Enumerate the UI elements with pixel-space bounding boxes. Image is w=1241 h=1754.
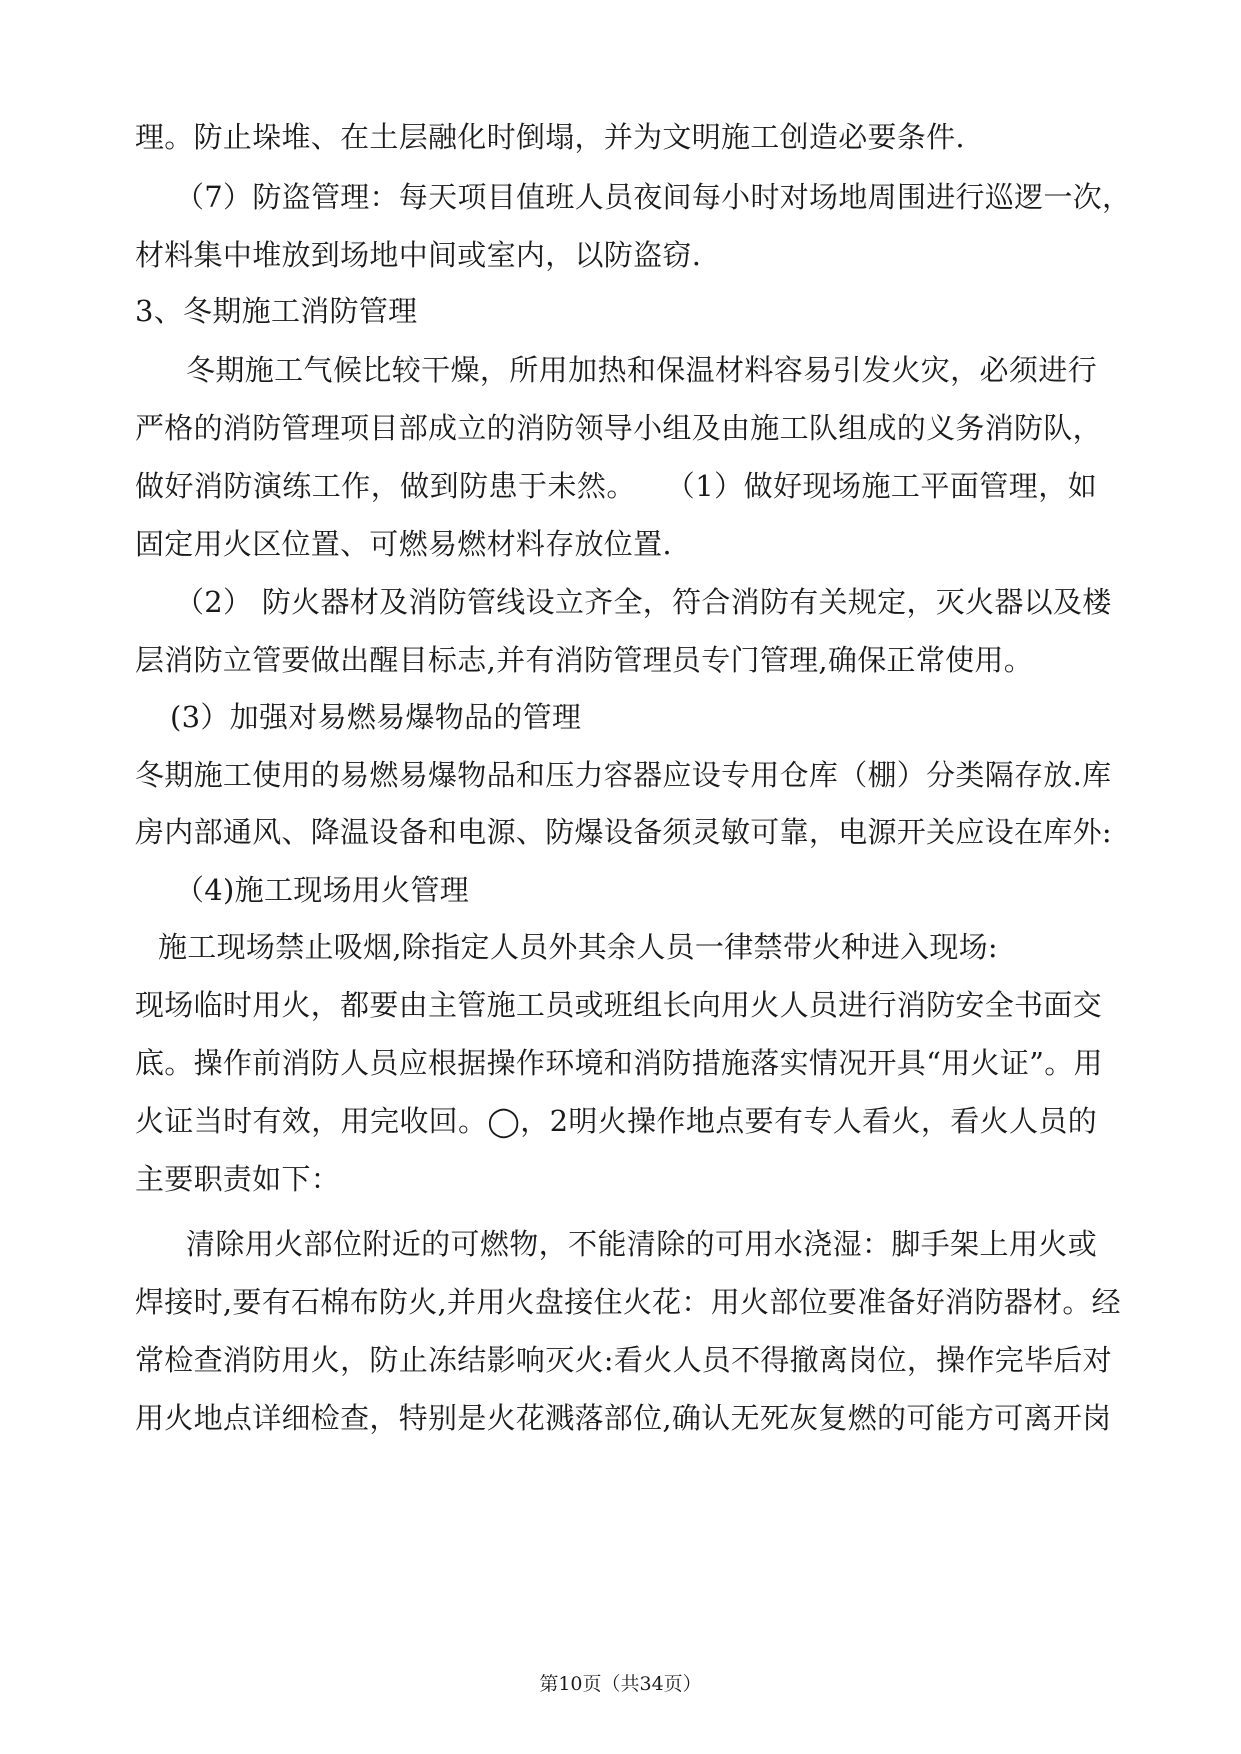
subsection-heading: （4)施工现场用火管理 bbox=[175, 873, 470, 907]
paragraph-line: 施工现场禁止吸烟,除指定人员外其余人员一律禁带火种进入现场: bbox=[158, 930, 998, 964]
paragraph-line: 严格的消防管理项目部成立的消防领导小组及由施工队组成的义务消防队， bbox=[135, 411, 1102, 445]
page-number: 第10页（共34页） bbox=[539, 1673, 702, 1695]
paragraph-line: 现场临时用火，都要由主管施工员或班组长向用火人员进行消防安全书面交 bbox=[135, 988, 1102, 1022]
paragraph-line: （2） 防火器材及消防管线设立齐全，符合消防有关规定，灭火器以及楼 bbox=[175, 585, 1112, 619]
paragraph-line: 冬期施工气候比较干燥，所用加热和保温材料容易引发火灾，必须进行 bbox=[186, 353, 1097, 387]
paragraph-line: 固定用火区位置、可燃易燃材料存放位置. bbox=[135, 527, 672, 561]
paragraph-line: 清除用火部位附近的可燃物，不能清除的可用水浇湿：脚手架上用火或 bbox=[186, 1227, 1097, 1261]
paragraph-line: 房内部通风、降温设备和电源、防爆设备须灵敏可靠，电源开关应设在库外: bbox=[135, 815, 1112, 849]
paragraph-line: 底。操作前消防人员应根据操作环境和消防措施落实情况开具“用火证”。用 bbox=[135, 1046, 1103, 1080]
paragraph-line: 理。防止垛堆、在土层融化时倒塌，并为文明施工创造必要条件. bbox=[135, 120, 965, 154]
paragraph-line: （7）防盗管理：每天项目值班人员夜间每小时对场地周围进行巡逻一次， bbox=[175, 180, 1132, 214]
paragraph-line: 做好消防演练工作，做到防患于未然。 （1）做好现场施工平面管理，如 bbox=[135, 469, 1097, 503]
paragraph-line: 常检查消防用火，防止冻结影响灭火:看火人员不得撤离岗位，操作完毕后对 bbox=[135, 1343, 1112, 1377]
paragraph-line: 焊接时,要有石棉布防火,并用火盘接住火花：用火部位要准备好消防器材。经 bbox=[135, 1285, 1121, 1319]
paragraph-line: 材料集中堆放到场地中间或室内，以防盗窃. bbox=[135, 238, 702, 272]
section-heading: 3、冬期施工消防管理 bbox=[135, 294, 418, 328]
paragraph-line: 层消防立管要做出醒目标志,并有消防管理员专门管理,确保正常使用。 bbox=[135, 643, 1034, 677]
paragraph-line: 冬期施工使用的易燃易爆物品和压力容器应设专用仓库（棚）分类隔存放.库 bbox=[135, 758, 1112, 792]
subsection-heading: (3）加强对易燃易爆物品的管理 bbox=[170, 700, 582, 734]
paragraph-line: 用火地点详细检查，特别是火花溅落部位,确认无死灰复燃的可能方可离开岗 bbox=[135, 1401, 1112, 1435]
paragraph-line: 火证当时有效，用完收回。◯，2明火操作地点要有专人看火，看火人员的 bbox=[135, 1104, 1097, 1138]
paragraph-line: 主要职责如下： bbox=[135, 1162, 341, 1196]
